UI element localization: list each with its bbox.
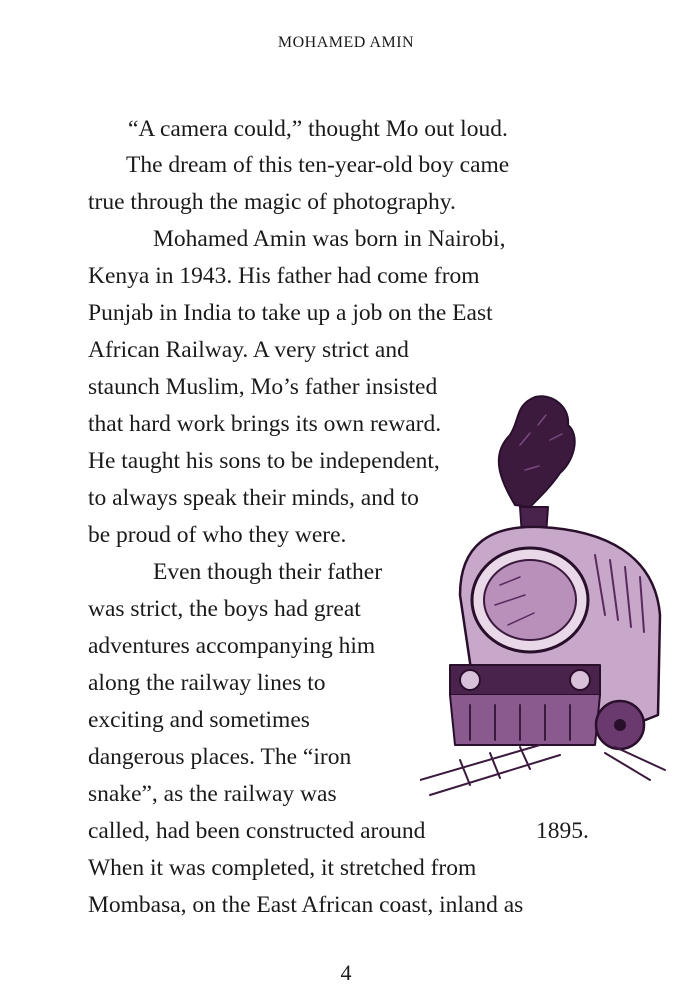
text-line: Mombasa, on the East African coast, inland as — [88, 892, 524, 918]
text-line: be proud of who they were. — [88, 522, 347, 548]
text-line: true through the magic of photography. — [88, 189, 456, 215]
text-line: along the railway lines to — [88, 670, 326, 696]
locomotive-drawing — [420, 396, 665, 795]
text-line: Punjab in India to take up a job on the East — [88, 300, 493, 326]
text-line: African Railway. A very strict and — [88, 337, 409, 363]
running-header: MOHAMED AMIN — [277, 34, 415, 51]
rails — [420, 745, 560, 795]
text-line: Even though their father — [153, 559, 383, 585]
text-line: 1895. — [536, 818, 589, 844]
text-line: snake”, as the railway was — [88, 781, 337, 807]
text-line: dangerous places. The “iron — [88, 744, 352, 770]
text-line: was strict, the boys had great — [88, 596, 361, 622]
steam-locomotive-illustration — [420, 385, 670, 815]
text-line: to always speak their minds, and to — [88, 485, 419, 511]
text-line: adventures accompanying him — [88, 633, 376, 659]
page-number: 4 — [340, 960, 352, 985]
text-line: Mohamed Amin was born in Nairobi, — [153, 226, 506, 252]
text-line: When it was completed, it stretched from — [88, 855, 477, 881]
text-line: that hard work brings its own reward. — [88, 411, 442, 437]
text-line: “A camera could,” thought Mo out loud. — [128, 116, 508, 142]
text-line: staunch Muslim, Mo’s father insisted — [88, 374, 438, 400]
text-line: Kenya in 1943. His father had come from — [88, 263, 480, 289]
smoke-plume — [499, 396, 575, 507]
text-line: called, had been constructed around — [88, 818, 426, 844]
text-line: He taught his sons to be independent, — [88, 448, 440, 474]
text-line: exciting and sometimes — [88, 707, 310, 733]
text-line: The dream of this ten-year-old boy came — [126, 152, 510, 178]
